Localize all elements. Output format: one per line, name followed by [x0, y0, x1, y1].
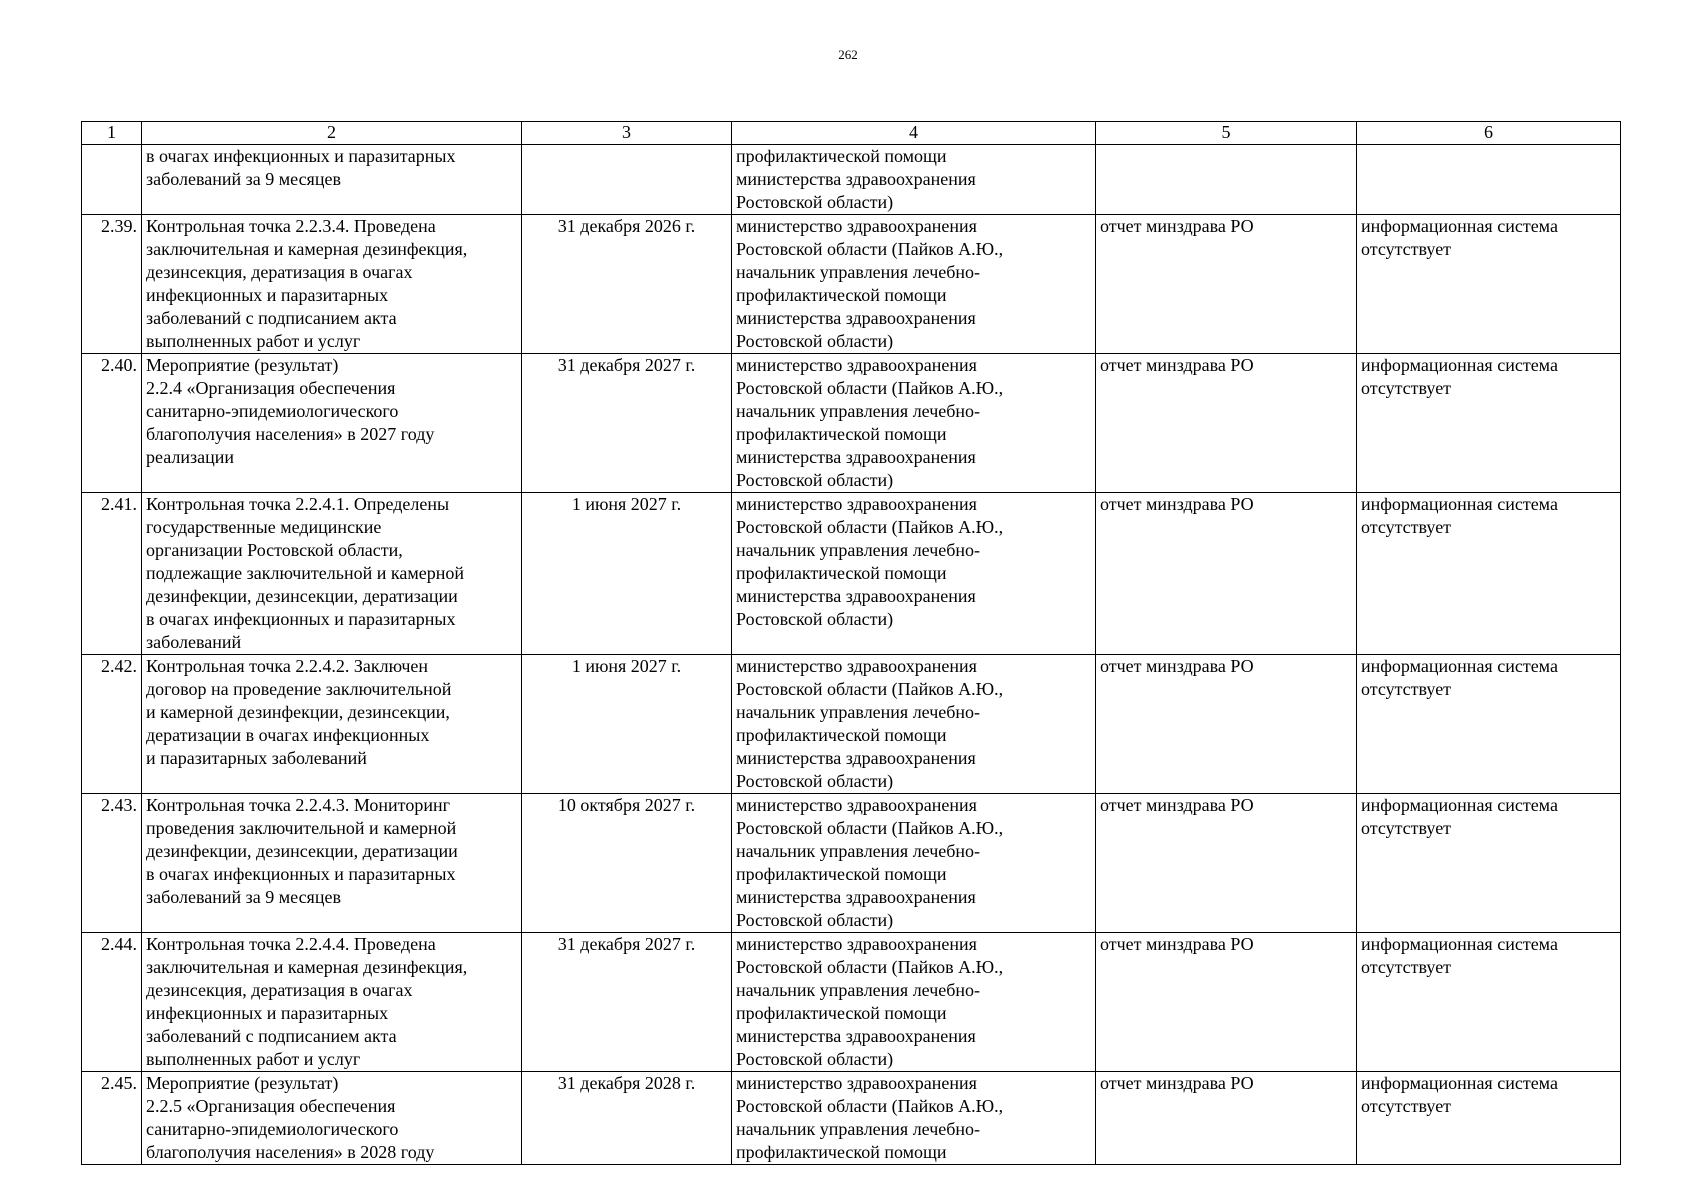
- row-number: 2.42.: [82, 655, 142, 794]
- column-header-5: 5: [1096, 122, 1357, 145]
- table-row: [82, 493, 1621, 655]
- information-system: информационная система отсутствует: [1357, 215, 1621, 354]
- information-system: информационная система отсутствует: [1357, 354, 1621, 493]
- row-number: 2.41.: [82, 493, 142, 655]
- deadline-date: 1 июня 2027 г.: [522, 493, 732, 655]
- row-number: 2.43.: [82, 794, 142, 933]
- event-name: Контрольная точка 2.2.4.3. Мониторинг проведения заключительной и камерной дезинфекции, дезинсекции, дератизации в очагах инфекционных и паразитарных заболеваний за 9 месяцев: [142, 794, 522, 933]
- information-system: информационная система отсутствует: [1357, 933, 1621, 1072]
- responsible-executor: министерство здравоохранения Ростовской области (Пайков А.Ю., начальник управления лечебно- профилактической помощи министерства здравоохранения Ростовской области): [732, 493, 1096, 655]
- event-name: Контрольная точка 2.2.4.2. Заключен договор на проведение заключительной и камерной дезинфекции, дезинсекции, дератизации в очагах инфекционных и паразитарных заболеваний: [142, 655, 522, 794]
- information-system: информационная система отсутствует: [1357, 794, 1621, 933]
- event-name: Мероприятие (результат) 2.2.4 «Организация обеспечения санитарно-эпидемиологического благополучия населения» в 2027 году реализации: [142, 354, 522, 493]
- deadline-date: 1 июня 2027 г.: [522, 655, 732, 794]
- table-row: [82, 1072, 1621, 1165]
- deadline-date: 31 декабря 2027 г.: [522, 354, 732, 493]
- column-header-1: 1: [82, 122, 142, 145]
- confirming-document: отчет минздрава РО: [1096, 655, 1357, 794]
- row-number: 2.39.: [82, 215, 142, 354]
- responsible-executor: министерство здравоохранения Ростовской области (Пайков А.Ю., начальник управления лечебно- профилактической помощи министерства здравоохранения Ростовской области): [732, 354, 1096, 493]
- information-system: информационная система отсутствует: [1357, 655, 1621, 794]
- column-header-6: 6: [1357, 122, 1621, 145]
- confirming-document: отчет минздрава РО: [1096, 493, 1357, 655]
- column-header-2: 2: [142, 122, 522, 145]
- event-name: Мероприятие (результат) 2.2.5 «Организация обеспечения санитарно-эпидемиологического благополучия населения» в 2028 году: [142, 1072, 522, 1165]
- row-number: 2.44.: [82, 933, 142, 1072]
- header-row: [82, 122, 1621, 145]
- event-name: в очагах инфекционных и паразитарных заболеваний за 9 месяцев: [142, 145, 522, 215]
- confirming-document: отчет минздрава РО: [1096, 933, 1357, 1072]
- confirming-document: отчет минздрава РО: [1096, 1072, 1357, 1165]
- row-number: 2.45.: [82, 1072, 142, 1165]
- deadline-date: 10 октября 2027 г.: [522, 794, 732, 933]
- deadline-date: 31 декабря 2028 г.: [522, 1072, 732, 1165]
- responsible-executor: министерство здравоохранения Ростовской области (Пайков А.Ю., начальник управления лечебно- профилактической помощи министерства здравоохранения Ростовской области): [732, 655, 1096, 794]
- confirming-document: отчет минздрава РО: [1096, 354, 1357, 493]
- responsible-executor: министерство здравоохранения Ростовской области (Пайков А.Ю., начальник управления лечебно- профилактической помощи министерства здравоохранения Ростовской области): [732, 794, 1096, 933]
- column-header-3: 3: [522, 122, 732, 145]
- responsible-executor: министерство здравоохранения Ростовской области (Пайков А.Ю., начальник управления лечебно- профилактической помощи: [732, 1072, 1096, 1165]
- confirming-document: [1096, 145, 1357, 215]
- responsible-executor: министерство здравоохранения Ростовской области (Пайков А.Ю., начальник управления лечебно- профилактической помощи министерства здравоохранения Ростовской области): [732, 933, 1096, 1072]
- event-name: Контрольная точка 2.2.4.4. Проведена заключительная и камерная дезинфекция, дезинсекция, дератизация в очагах инфекционных и паразитарных заболеваний с подписанием акта выполненных работ и услуг: [142, 933, 522, 1072]
- row-number: 2.40.: [82, 354, 142, 493]
- information-system: [1357, 145, 1621, 215]
- row-number: [82, 145, 142, 215]
- deadline-date: 31 декабря 2026 г.: [522, 215, 732, 354]
- table-row: [82, 215, 1621, 354]
- information-system: информационная система отсутствует: [1357, 493, 1621, 655]
- event-name: Контрольная точка 2.2.4.1. Определены государственные медицинские организации Ростовской области, подлежащие заключительной и камерной дезинфекции, дезинсекции, дератизации в очагах инфекционных и паразитарных заболеваний: [142, 493, 522, 655]
- responsible-executor: профилактической помощи министерства здравоохранения Ростовской области): [732, 145, 1096, 215]
- confirming-document: отчет минздрава РО: [1096, 215, 1357, 354]
- responsible-executor: министерство здравоохранения Ростовской области (Пайков А.Ю., начальник управления лечебно- профилактической помощи министерства здравоохранения Ростовской области): [732, 215, 1096, 354]
- deadline-date: [522, 145, 732, 215]
- table-row: [82, 354, 1621, 493]
- confirming-document: отчет минздрава РО: [1096, 794, 1357, 933]
- table-row: [82, 145, 1621, 215]
- plan-table: [81, 121, 1621, 1165]
- table-row: [82, 933, 1621, 1072]
- information-system: информационная система отсутствует: [1357, 1072, 1621, 1165]
- page-number: 262: [838, 47, 858, 62]
- event-name: Контрольная точка 2.2.3.4. Проведена заключительная и камерная дезинфекция, дезинсекция, дератизация в очагах инфекционных и паразитарных заболеваний с подписанием акта выполненных работ и услуг: [142, 215, 522, 354]
- table-row: [82, 655, 1621, 794]
- deadline-date: 31 декабря 2027 г.: [522, 933, 732, 1072]
- column-header-4: 4: [732, 122, 1096, 145]
- table-row: [82, 794, 1621, 933]
